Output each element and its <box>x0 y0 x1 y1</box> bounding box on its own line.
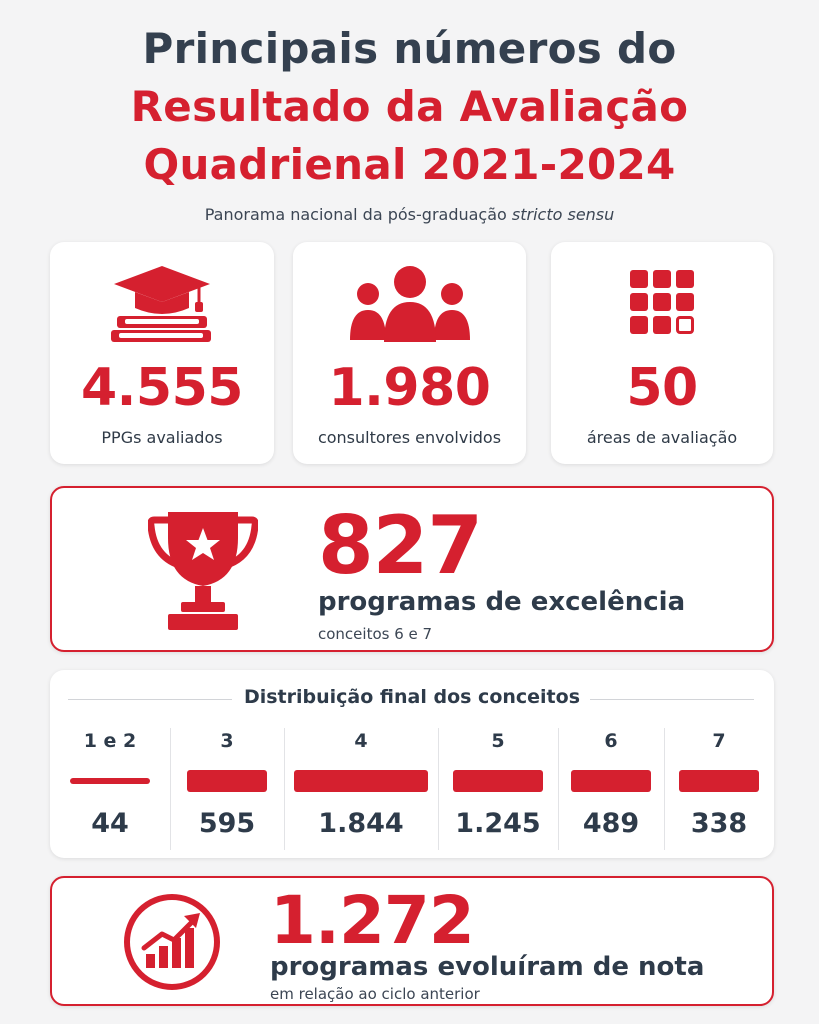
people-group-icon <box>293 264 526 344</box>
concept-bar <box>187 770 267 792</box>
concept-count: 1.245 <box>455 808 541 839</box>
stat-card-consultores <box>293 242 526 464</box>
ppgs-count: 4.555 <box>81 358 243 418</box>
consultores-count: 1.980 <box>328 358 491 418</box>
trophy-star-icon <box>148 508 258 638</box>
ppgs-label: PPGs avaliados <box>101 428 223 447</box>
concept-label: 1 e 2 <box>83 730 137 752</box>
distribution-column <box>558 730 664 850</box>
consultores-label: consultores envolvidos <box>317 428 502 447</box>
concept-bar <box>294 770 428 792</box>
page-title-line-1: Principais números do <box>142 24 677 73</box>
evolution-label: programas evoluíram de nota <box>270 952 705 982</box>
distribution-column <box>50 730 170 850</box>
concept-label: 4 <box>354 730 368 752</box>
growth-chart-arrow-icon <box>122 892 222 996</box>
excellence-sublabel: conceitos 6 e 7 <box>318 625 433 643</box>
concept-count: 338 <box>690 808 748 839</box>
concept-label: 3 <box>220 730 234 752</box>
subtitle-text: Panorama nacional da pós-graduação <box>204 205 512 224</box>
excellence-count: 827 <box>318 499 482 592</box>
areas-count: 50 <box>626 358 698 418</box>
concept-count: 1.844 <box>318 808 404 839</box>
distribution-column <box>170 730 284 850</box>
stat-card-areas <box>551 242 773 464</box>
distribution-title: Distribuição final dos conceitos <box>243 686 581 708</box>
concept-label: 5 <box>491 730 505 752</box>
page-title-line-2: Resultado da Avaliação <box>130 82 689 131</box>
distribution-column <box>664 730 774 850</box>
concept-count: 489 <box>582 808 640 839</box>
concept-bar <box>453 770 543 792</box>
excellence-label: programas de excelência <box>318 587 686 617</box>
excellence-card <box>50 486 774 652</box>
distribution-column <box>438 730 558 850</box>
stat-card-ppgs <box>50 242 274 464</box>
graduation-cap-books-icon <box>50 264 274 344</box>
evolution-sublabel: em relação ao ciclo anterior <box>270 985 480 1003</box>
concept-label: 7 <box>712 730 726 752</box>
concept-bar <box>70 778 150 784</box>
concept-label: 6 <box>604 730 618 752</box>
distribution-card <box>50 670 774 858</box>
evolution-card <box>50 876 774 1006</box>
concept-count: 44 <box>91 808 129 839</box>
distribution-column <box>284 730 438 850</box>
areas-label: áreas de avaliação <box>586 428 738 447</box>
grid-squares-icon <box>551 264 773 344</box>
concept-bar <box>571 770 651 792</box>
evolution-count: 1.272 <box>270 882 474 959</box>
page-subtitle <box>0 205 819 224</box>
title-rule-right <box>590 699 754 700</box>
concept-count: 595 <box>198 808 256 839</box>
subtitle-italic: stricto sensu <box>511 205 615 224</box>
page-title-line-3: Quadrienal 2021-2024 <box>143 140 676 189</box>
concept-bar <box>679 770 759 792</box>
